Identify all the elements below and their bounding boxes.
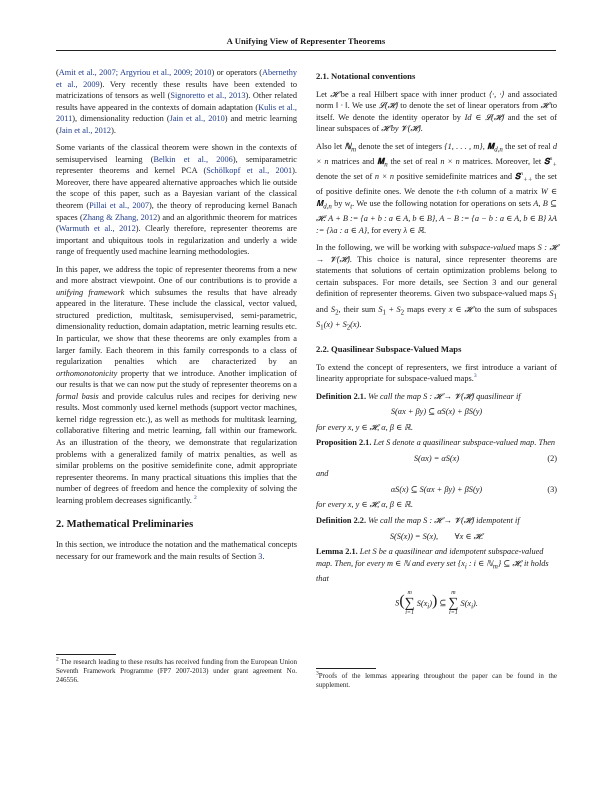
paragraph-quasilinear-intro: To extend the concept of representers, we first introduce a variant of linearity appropriate for subspace-valued maps.$^3$: [316, 362, 557, 384]
citation-link[interactable]: Jain et al., 2010: [169, 114, 225, 124]
footnote-link[interactable]: 2: [193, 494, 197, 501]
citation-link[interactable]: Abernethy et al., 2009: [56, 68, 298, 89]
paragraph-section-intro: In this section, we introduce the notation and the mathematical concepts necessary for our framework and the main results of Section 3.: [56, 540, 297, 561]
citation-link[interactable]: Zhang & Zhang, 2012: [82, 212, 158, 222]
equation: S(S(x)) = S(x), ∀x ∈ 𝓗.: [389, 531, 484, 541]
citation-link[interactable]: Pillai et al., 2007: [89, 201, 149, 211]
citation-link[interactable]: Schölkopf et al., 2001: [206, 166, 293, 176]
citation-link[interactable]: Signoretto et al., 2013: [170, 91, 246, 101]
definition-2-2: Definition 2.2. We call the map S : 𝓗 → 𝓥(𝓗) idempotent if: [316, 516, 520, 525]
footnote-rule: [316, 668, 376, 669]
citation-link[interactable]: Jain et al., 2012: [58, 125, 112, 135]
sum-symbol: m ∑ i=1: [404, 590, 415, 617]
equation-number: (3): [547, 484, 557, 494]
section-link[interactable]: 3: [258, 551, 263, 561]
lemma-2-1: Lemma 2.1. Let S be a quasilinear and idempotent subspace-valued map. Then, for every m ∈ ℕ and every set {$x_i$ : i ∈ ℕ$_m$} ⊆ 𝓗, it holds that: [316, 547, 549, 583]
right-column: [316, 67, 557, 621]
paragraph-contributions: In this paper, we address the topic of representer theorems from a new and more abstract viewpoint. One of our contributions is to provide a unifying framework which subsumes the results that have already appeared in the literature. These include the classical, vector valued, structured prediction, multitask, semisupervised, semi-parametric, dimensionality reduction, domain adaptation, metric learning results etc. In particular, we show that these theorems are only examples from a larger family. Each theorem in this family corresponds to a class of regularization penalties which are characterized by an orthomonotonicity property that we introduce. Another implication of our results is that we can now put the study of representer theorems on a formal basis and provide calculus rules and recipes for deriving new results. Most commonly used kernel methods (support vector machines, kernel ridge regression etc.), as well as methods for multitask learning, collaborative filtering and metric learning, fall within our framework. As an illustration of the theory, we demonstrate that regularization problems with a generalized family of matrix penalties, as well as similar problems on the positive semidefinite cone, admit appropriate representer theorems. In many practical situations this implies that the number of degrees of freedom and hence the complexity of solving the learning problem decreases significantly. $^2$: [56, 264, 297, 505]
footnote: $^2$ The research leading to these results has received funding from the European Union Seventh Framework Programme (FP7 2007-2013) under grant agreement No. 246556.: [56, 656, 297, 685]
subsection-heading: 2.2. Quasilinear Subspace-Valued Maps: [316, 343, 462, 354]
sum-symbol: m ∑ i=1: [448, 590, 459, 617]
paragraph-related-work-2: Some variants of the classical theorem were shown in the contexts of semisupervised learning (Belkin et al., 2006), semiparametric representer theorems and kernel PCA (Schölkopf et al., 2001). Moreover, there have appeared alternative approaches which lie outside the scope of this paper, such as a Bayesian variant of the classical theorem (Pillai et al., 2007), the theory of reproducing kernel Banach spaces (Zhang & Zhang, 2012) and an algorithmic theorem for matrices (Warmuth et al., 2012). Clearly therefore, representer theorems are important and ubiquitous tools in regularization and underly a wide range of frequently used machine learning methodologies.: [56, 143, 297, 257]
equation-lemma: S( m ∑ i=1 $S(x_i)$) ⊆ m ∑ i=1 $S(x_i)$.: [395, 590, 478, 617]
equation: S(αx + βy) ⊆ αS(x) + βS(y): [390, 407, 483, 417]
paragraph-subspace-valued-maps: In the following, we will be working with subspace-valued maps S : 𝓗 → 𝓥(𝓗). This choice is natural, since representer theorems are statements that solutions of certain optimization problems belong to certain subspaces. For more details, see Section 3 and our general definition of representer theorems. Given two subspace-valued maps $S_1$ and $S_2$, their sum $S_1 + S_2$ maps every x ∈ 𝓗 to the sum of subspaces $S_1(x) + S_2(x)$.: [316, 243, 558, 332]
header-rule: [56, 50, 556, 51]
footnote: $^3$Proofs of the lemmas appearing throughout the paper can be found in the supplement.: [316, 670, 557, 690]
paragraph-notation-hilbert: Let 𝓗 be a real Hilbert space with inner product ⟨·, ·⟩ and associated norm ‖ · ‖. We use 𝓛(𝓗) to denote the set of linear operators from 𝓗 to itself. We denote the identity operator by Id ∈ 𝓛(𝓗) and the set of linear subspaces of 𝓗 by 𝓥(𝓗).: [316, 89, 558, 134]
left-column: [56, 67, 297, 568]
citation-link[interactable]: Amit et al., 2007; Argyriou et al., 2009; 2010: [58, 68, 212, 77]
running-header: A Unifying View of Representer Theorems: [226, 36, 386, 46]
subsection-heading: 2.1. Notational conventions: [316, 71, 416, 81]
conjunction-text: and: [316, 469, 329, 479]
definition-2-1: Definition 2.1. We call the map S : 𝓗 → 𝓥(𝓗) quasilinear if: [316, 391, 521, 401]
equation-2: S(αx) = αS(x) (2): [413, 453, 557, 463]
footnote-link[interactable]: 3: [473, 373, 477, 380]
citation-link[interactable]: Belkin et al., 2006: [153, 154, 233, 164]
paragraph-notation-sets: Also let ℕ$_m$ denote the set of integers {1, . . . , m}, 𝐌$_{d,n}$ the set of real d × n matrices and 𝐌$_n$ the set of real n × n matrices. Moreover, let 𝐒$^n_+$ denote the set of n × n positive semidefinite matrices and 𝐒$^n_{++}$ the set of positive definite ones. We denote the t-th column of a matrix W ∈ 𝐌$_{d,n}$ by $w_t$. We use the following notation for operations on sets A, B ⊆ 𝓗: A + B := {a + b : a ∈ A, b ∈ B}, A − B := {a − b : a ∈ A, b ∈ B} λA := {λa : a ∈ A}, for every λ ∈ ℝ.: [316, 141, 557, 235]
proposition-2-1: Proposition 2.1. Let S denote a quasilinear subspace-valued map. Then: [316, 438, 556, 448]
section-heading: 2. Mathematical Preliminaries: [56, 519, 194, 531]
quantifier-line: for every x, y ∈ 𝓗, α, β ∈ ℝ.: [316, 500, 413, 510]
paragraph-related-work-1: (Amit et al., 2007; Argyriou et al., 2009; 2010) or operators (Abernethy et al., 2009). Very recently these results have been extended to matricizations of tensors as well (Signoretto et al., 2013). Other related results have appeared in the contexts of domain adaptation (Kulis et al., 2011), dimensionality reduction (Jain et al., 2010) and metric learning (Jain et al., 2012).: [56, 68, 298, 135]
footnote-rule: [56, 654, 116, 655]
citation-link[interactable]: Warmuth et al., 2012: [58, 224, 136, 234]
quantifier-line: for every x, y ∈ 𝓗, α, β ∈ ℝ.: [316, 422, 413, 432]
equation-number: (2): [547, 453, 557, 463]
citation-link[interactable]: Kulis et al., 2011: [56, 102, 297, 124]
equation-3: αS(x) ⊆ S(αx + βy) + βS(y) (3): [390, 484, 557, 494]
